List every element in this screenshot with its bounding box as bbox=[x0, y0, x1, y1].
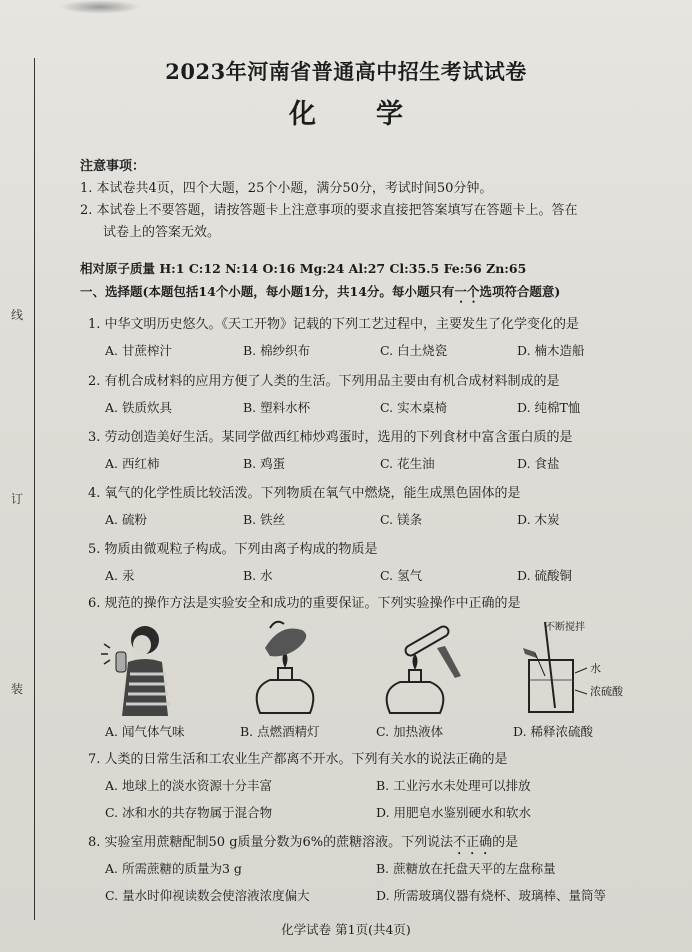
q3-option-b: B. 鸡蛋 bbox=[243, 456, 286, 471]
figure-d-label-water: 水 bbox=[590, 662, 601, 675]
side-label-xian: 线 bbox=[10, 308, 23, 322]
atomic-mass: 相对原子质量 H:1 C:12 N:14 O:16 Mg:24 Al:27 Cl:35.5 Fe:56 Zn:65 bbox=[80, 261, 527, 276]
side-label-ding: 订 bbox=[10, 492, 23, 506]
q8-stem-a: 8. 实验室用蔗糖配制50 g质量分数为6%的蔗糖溶液。下列说法 bbox=[88, 835, 454, 850]
q8-stem-dot: 不正确 bbox=[453, 835, 493, 850]
figure-d-label-acid: 浓硫酸 bbox=[590, 685, 623, 698]
question-7-stem: 7. 人类的日常生活和工农业生产都离不开水。下列有关水的说法正确的是 bbox=[88, 752, 508, 767]
section1-heading-b: 选项符合题意) bbox=[479, 284, 561, 299]
q7-option-b: B. 工业污水未处理可以排放 bbox=[376, 778, 531, 793]
q6-option-a: A. 闻气体气味 bbox=[105, 724, 185, 739]
figure-d-dilute-acid bbox=[515, 618, 635, 718]
figure-b-light-lamp bbox=[240, 618, 330, 718]
q2-option-d: D. 纯棉T恤 bbox=[517, 400, 581, 415]
notice-item-2a: 2. 本试卷上不要答题，请按答题卡上注意事项的要求直接把答案填写在答题卡上。答在 bbox=[80, 203, 578, 218]
question-5-stem: 5. 物质由微观粒子构成。下列由离子构成的物质是 bbox=[88, 542, 378, 557]
exam-subject: 化学 bbox=[289, 99, 463, 130]
question-8-stem bbox=[88, 831, 518, 858]
q3-option-c: C. 花生油 bbox=[380, 456, 435, 471]
q1-option-a: A. 甘蔗榨汁 bbox=[105, 343, 172, 358]
question-2-stem: 2. 有机合成材料的应用方便了人类的生活。下列用品主要由有机合成材料制成的是 bbox=[88, 374, 560, 389]
scan-smudge bbox=[60, 0, 140, 14]
notice-item-1: 1. 本试卷共4页，四个大题，25个小题，满分50分，考试时间50分钟。 bbox=[80, 181, 493, 196]
q5-option-a: A. 汞 bbox=[105, 568, 135, 583]
q5-option-d: D. 硫酸铜 bbox=[517, 568, 573, 583]
figure-c-heat-liquid bbox=[375, 618, 465, 718]
section1-heading bbox=[80, 282, 560, 306]
q6-option-c: C. 加热液体 bbox=[376, 724, 444, 739]
q4-option-a: A. 硫粉 bbox=[105, 512, 147, 527]
figure-a-smell-gas bbox=[100, 618, 190, 718]
q6-option-b: B. 点燃酒精灯 bbox=[240, 724, 320, 739]
q8-option-b: B. 蔗糖放在托盘天平的左盘称量 bbox=[376, 861, 556, 876]
q6-option-d: D. 稀释浓硫酸 bbox=[513, 724, 594, 739]
q7-option-c: C. 冰和水的共存物属于混合物 bbox=[105, 805, 273, 820]
binding-line bbox=[34, 58, 35, 920]
q4-option-d: D. 木炭 bbox=[517, 512, 560, 527]
q7-option-d: D. 用肥皂水鉴别硬水和软水 bbox=[376, 805, 532, 820]
q5-option-b: B. 水 bbox=[243, 568, 273, 583]
side-label-zhuang: 装 bbox=[10, 682, 23, 696]
notice-item-2b: 试卷上的答案无效。 bbox=[103, 225, 221, 240]
exam-title: 2023年河南省普通高中招生考试试卷 bbox=[165, 59, 527, 84]
q2-option-a: A. 铁质炊具 bbox=[105, 400, 172, 415]
section1-heading-a: 一、选择题(本题包括14个小题，每小题1分，共14分。每小题只有 bbox=[80, 284, 455, 299]
question-4-stem: 4. 氧气的化学性质比较活泼。下列物质在氧气中燃烧，能生成黑色固体的是 bbox=[88, 486, 521, 501]
figure-d-label-stir: 不断搅拌 bbox=[545, 622, 585, 633]
q3-option-d: D. 食盐 bbox=[517, 456, 560, 471]
q2-option-b: B. 塑料水杯 bbox=[243, 400, 311, 415]
q1-option-c: C. 白土烧瓷 bbox=[380, 343, 448, 358]
q5-option-c: C. 氢气 bbox=[380, 568, 423, 583]
q4-option-b: B. 铁丝 bbox=[243, 512, 286, 527]
q1-option-b: B. 棉纱织布 bbox=[243, 343, 311, 358]
q3-option-a: A. 西红柿 bbox=[105, 456, 160, 471]
q8-option-d: D. 所需玻璃仪器有烧杯、玻璃棒、量筒等 bbox=[376, 888, 607, 903]
question-1-stem: 1. 中华文明历史悠久。《天工开物》记载的下列工艺过程中，主要发生了化学变化的是 bbox=[88, 317, 580, 332]
question-6-stem: 6. 规范的操作方法是实验安全和成功的重要保证。下列实验操作中正确的是 bbox=[88, 596, 521, 611]
q2-option-c: C. 实木桌椅 bbox=[380, 400, 448, 415]
q8-option-a: A. 所需蔗糖的质量为3 g bbox=[105, 861, 242, 876]
section1-heading-dot: 一个 bbox=[454, 284, 480, 299]
question-3-stem: 3. 劳动创造美好生活。某同学做西红柿炒鸡蛋时，选用的下列食材中富含蛋白质的是 bbox=[88, 430, 573, 445]
notice-heading: 注意事项： bbox=[80, 159, 146, 174]
q4-option-c: C. 镁条 bbox=[380, 512, 423, 527]
page-footer: 化学试卷 第1页(共4页) bbox=[281, 922, 411, 937]
q8-stem-b: 的是 bbox=[492, 835, 519, 850]
q1-option-d: D. 楠木造船 bbox=[517, 343, 585, 358]
q8-option-c: C. 量水时仰视读数会使溶液浓度偏大 bbox=[105, 888, 310, 903]
q7-option-a: A. 地球上的淡水资源十分丰富 bbox=[105, 778, 272, 793]
